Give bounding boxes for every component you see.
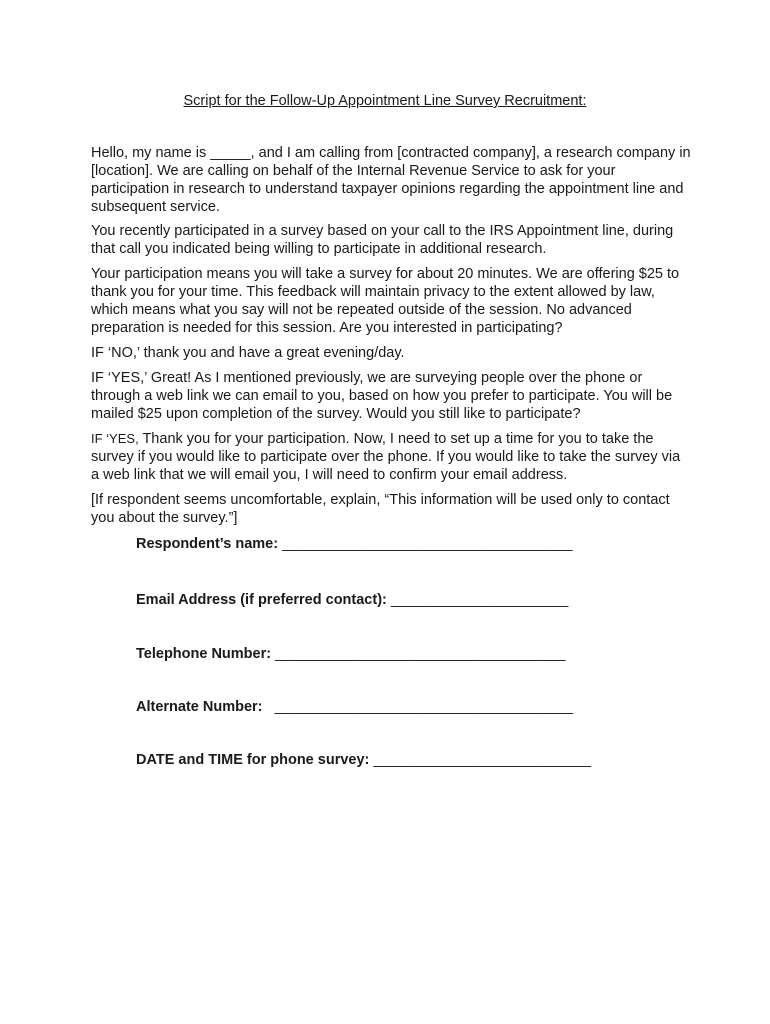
paragraph-uncomfortable-note: [If respondent seems uncomfortable, explain, “This information will be used only to contact you about the survey.”] [91,492,670,526]
respondent-name-label: Respondent’s name: [136,536,283,552]
paragraph-if-yes-followup [91,430,691,484]
telephone-label: Telephone Number: [136,646,276,662]
paragraph-if-no: IF ‘NO,’ thank you and have a great evening/day. [91,345,405,361]
email-label: Email Address (if preferred contact): [136,592,391,608]
telephone-blank[interactable]: ____________________________________ [275,646,566,662]
if-yes-lead: IF ‘YES, [91,431,139,446]
email-field[interactable] [136,592,568,608]
alternate-number-blank[interactable]: _____________________________________ [274,699,573,715]
alternate-number-field[interactable] [136,699,573,715]
date-time-label: DATE and TIME for phone survey: [136,752,374,768]
paragraph-greeting: Hello, my name is _____, and I am calling from [contracted company], a research company in [location]. We are calling on behalf of the Internal Revenue Service to ask for your participation in research to understand taxpayer opinions regarding the appointment line and subsequent service. [91,145,691,215]
date-time-blank[interactable]: ___________________________ [373,752,592,768]
respondent-name-blank[interactable]: ____________________________________ [282,536,573,552]
paragraph-prior-participation: You recently participated in a survey based on your call to the IRS Appointment line, during that call you indicated being willing to participate in additional research. [91,223,674,257]
paragraph-participation-details: Your participation means you will take a survey for about 20 minutes. We are offering $25 to thank you for your time. This feedback will maintain privacy to the extent allowed by law, which means what you say will not be repeated outside of the session. No advanced preparation is needed for this session. Are you interested in participating? [91,266,680,336]
date-time-field[interactable] [136,752,591,768]
telephone-field[interactable] [136,646,565,662]
script-body [91,144,691,534]
paragraph-if-yes: IF ‘YES,’ Great! As I mentioned previously, we are surveying people over the phone or through a web link we can email to you, based on how you prefer to participate. You will be mailed $25 upon completion of the survey. Would you still like to participate? [91,370,673,422]
document-title: Script for the Follow-Up Appointment Line Survey Recruitment: [183,93,587,109]
alternate-number-label: Alternate Number: [136,699,275,715]
respondent-name-field[interactable] [136,536,572,552]
email-blank[interactable]: ______________________ [390,592,569,608]
if-yes-followup-text: Thank you for your participation. Now, I need to set up a time for you to take the survey if you would like to participate over the phone. If you would like to take the survey via a web link that we will email you, I will need to confirm your email address. [91,431,681,483]
